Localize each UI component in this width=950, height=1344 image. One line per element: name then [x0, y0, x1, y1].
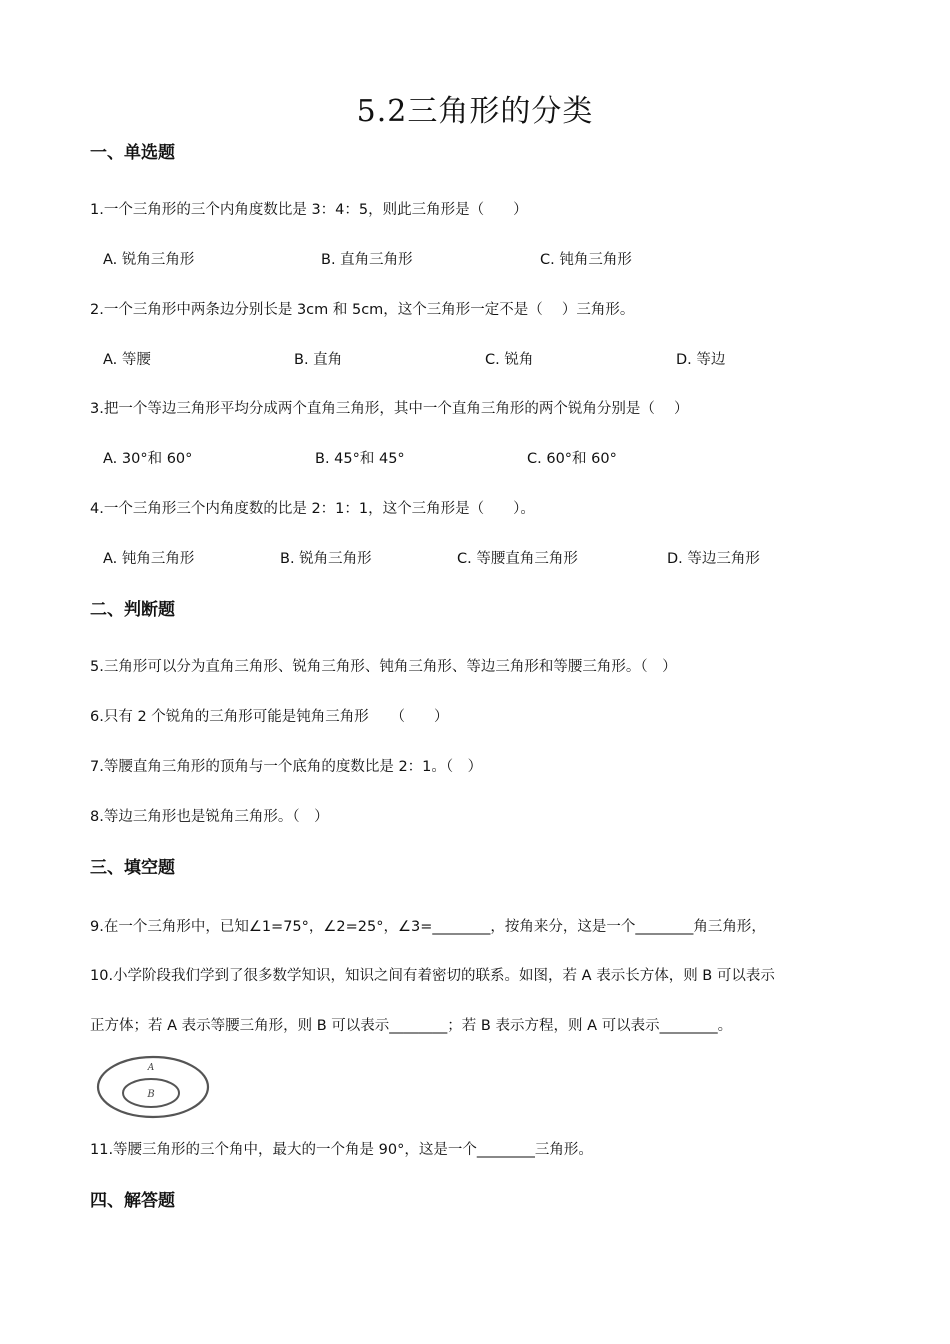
question-6: 6.只有 2 个锐角的三角形可能是钝角三角形 （ ） [90, 709, 449, 725]
inner-ellipse-label: B [147, 1089, 155, 1100]
q2-option-d: D. 等边 [676, 352, 726, 368]
section-heading-fill-blank: 三、填空题 [90, 858, 175, 878]
q2-option-c: C. 锐角 [485, 352, 534, 368]
q1-option-b: B. 直角三角形 [321, 252, 413, 268]
q3-option-b: B. 45°和 45° [315, 451, 405, 467]
q2-option-a: A. 等腰 [103, 352, 151, 368]
q4-option-c: C. 等腰直角三角形 [457, 551, 578, 567]
question-4: 4.一个三角形三个内角度数的比是 2：1：1，这个三角形是（ ）。 [90, 501, 535, 517]
q1-option-a: A. 锐角三角形 [103, 252, 195, 268]
question-2: 2.一个三角形中两条边分别长是 3cm 和 5cm，这个三角形一定不是（ ）三角形。 [90, 302, 635, 318]
section-heading-single-choice: 一、单选题 [90, 143, 175, 163]
q1-option-c: C. 钝角三角形 [540, 252, 632, 268]
question-7: 7.等腰直角三角形的顶角与一个底角的度数比是 2：1。（ ） [90, 759, 483, 775]
question-10-line-2: 正方体；若 A 表示等腰三角形，则 B 可以表示________；若 B 表示方程，则 A 可以表示________。 [90, 1018, 733, 1034]
question-11: 11.等腰三角形的三个角中，最大的一个角是 90°，这是一个________三角形。 [90, 1142, 593, 1158]
q2-option-b: B. 直角 [294, 352, 343, 368]
q3-option-a: A. 30°和 60° [103, 451, 193, 467]
q4-option-b: B. 锐角三角形 [280, 551, 372, 567]
nested-ellipse-diagram [96, 1054, 212, 1120]
question-3: 3.把一个等边三角形平均分成两个直角三角形，其中一个直角三角形的两个锐角分别是（ ） [90, 401, 689, 417]
question-10-line-1: 10.小学阶段我们学到了很多数学知识，知识之间有着密切的联系。如图，若 A 表示长方体，则 B 可以表示 [90, 968, 775, 984]
outer-ellipse-label: A [147, 1063, 155, 1073]
question-8: 8.等边三角形也是锐角三角形。（ ） [90, 809, 329, 825]
q4-option-d: D. 等边三角形 [667, 551, 760, 567]
page-title: 5.2三角形的分类 [356, 94, 594, 129]
question-5: 5.三角形可以分为直角三角形、锐角三角形、钝角三角形、等边三角形和等腰三角形。（ ） [90, 659, 677, 675]
q3-option-c: C. 60°和 60° [527, 451, 617, 467]
section-heading-problems: 四、解答题 [90, 1191, 175, 1211]
question-9: 9.在一个三角形中，已知∠1=75°，∠2=25°，∠3=________，按角来分，这是一个________角三角形， [90, 919, 766, 935]
section-heading-true-false: 二、判断题 [90, 600, 175, 620]
q4-option-a: A. 钝角三角形 [103, 551, 195, 567]
question-1: 1.一个三角形的三个内角度数比是 3：4：5，则此三角形是（ ） [90, 202, 528, 218]
